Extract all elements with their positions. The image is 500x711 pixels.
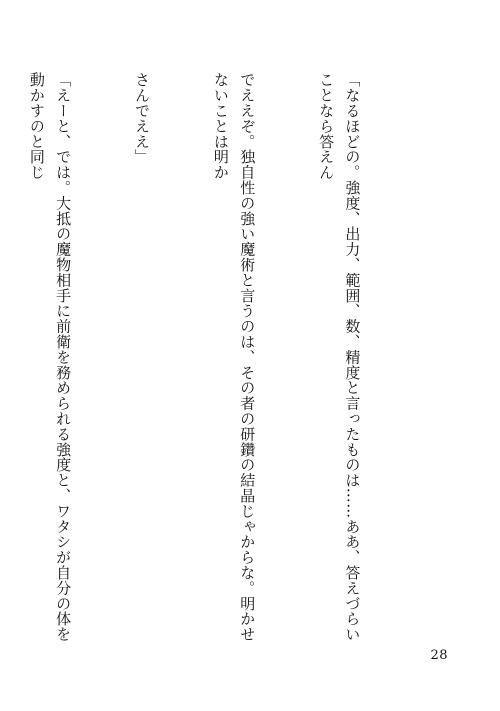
- vertical-text-body: [0, 72, 418, 642]
- text-line: 「えーと、では。大抵の魔物相手に前衛を務められる強度と、ワタシが自分の体を動かすのと同じ: [27, 72, 73, 642]
- text-line: 「なるほどの。強度、出力、範囲、数、精度と言ったものは……ああ、答えづらいことなら答えん: [317, 72, 362, 642]
- text-line: でええぞ。独自性の強い魔術と言うのは、その者の研鑽の結晶じゃからな。明かせないことは明か: [211, 72, 257, 642]
- text-line: さんでええ」: [133, 72, 152, 165]
- page-number: 28: [430, 648, 448, 663]
